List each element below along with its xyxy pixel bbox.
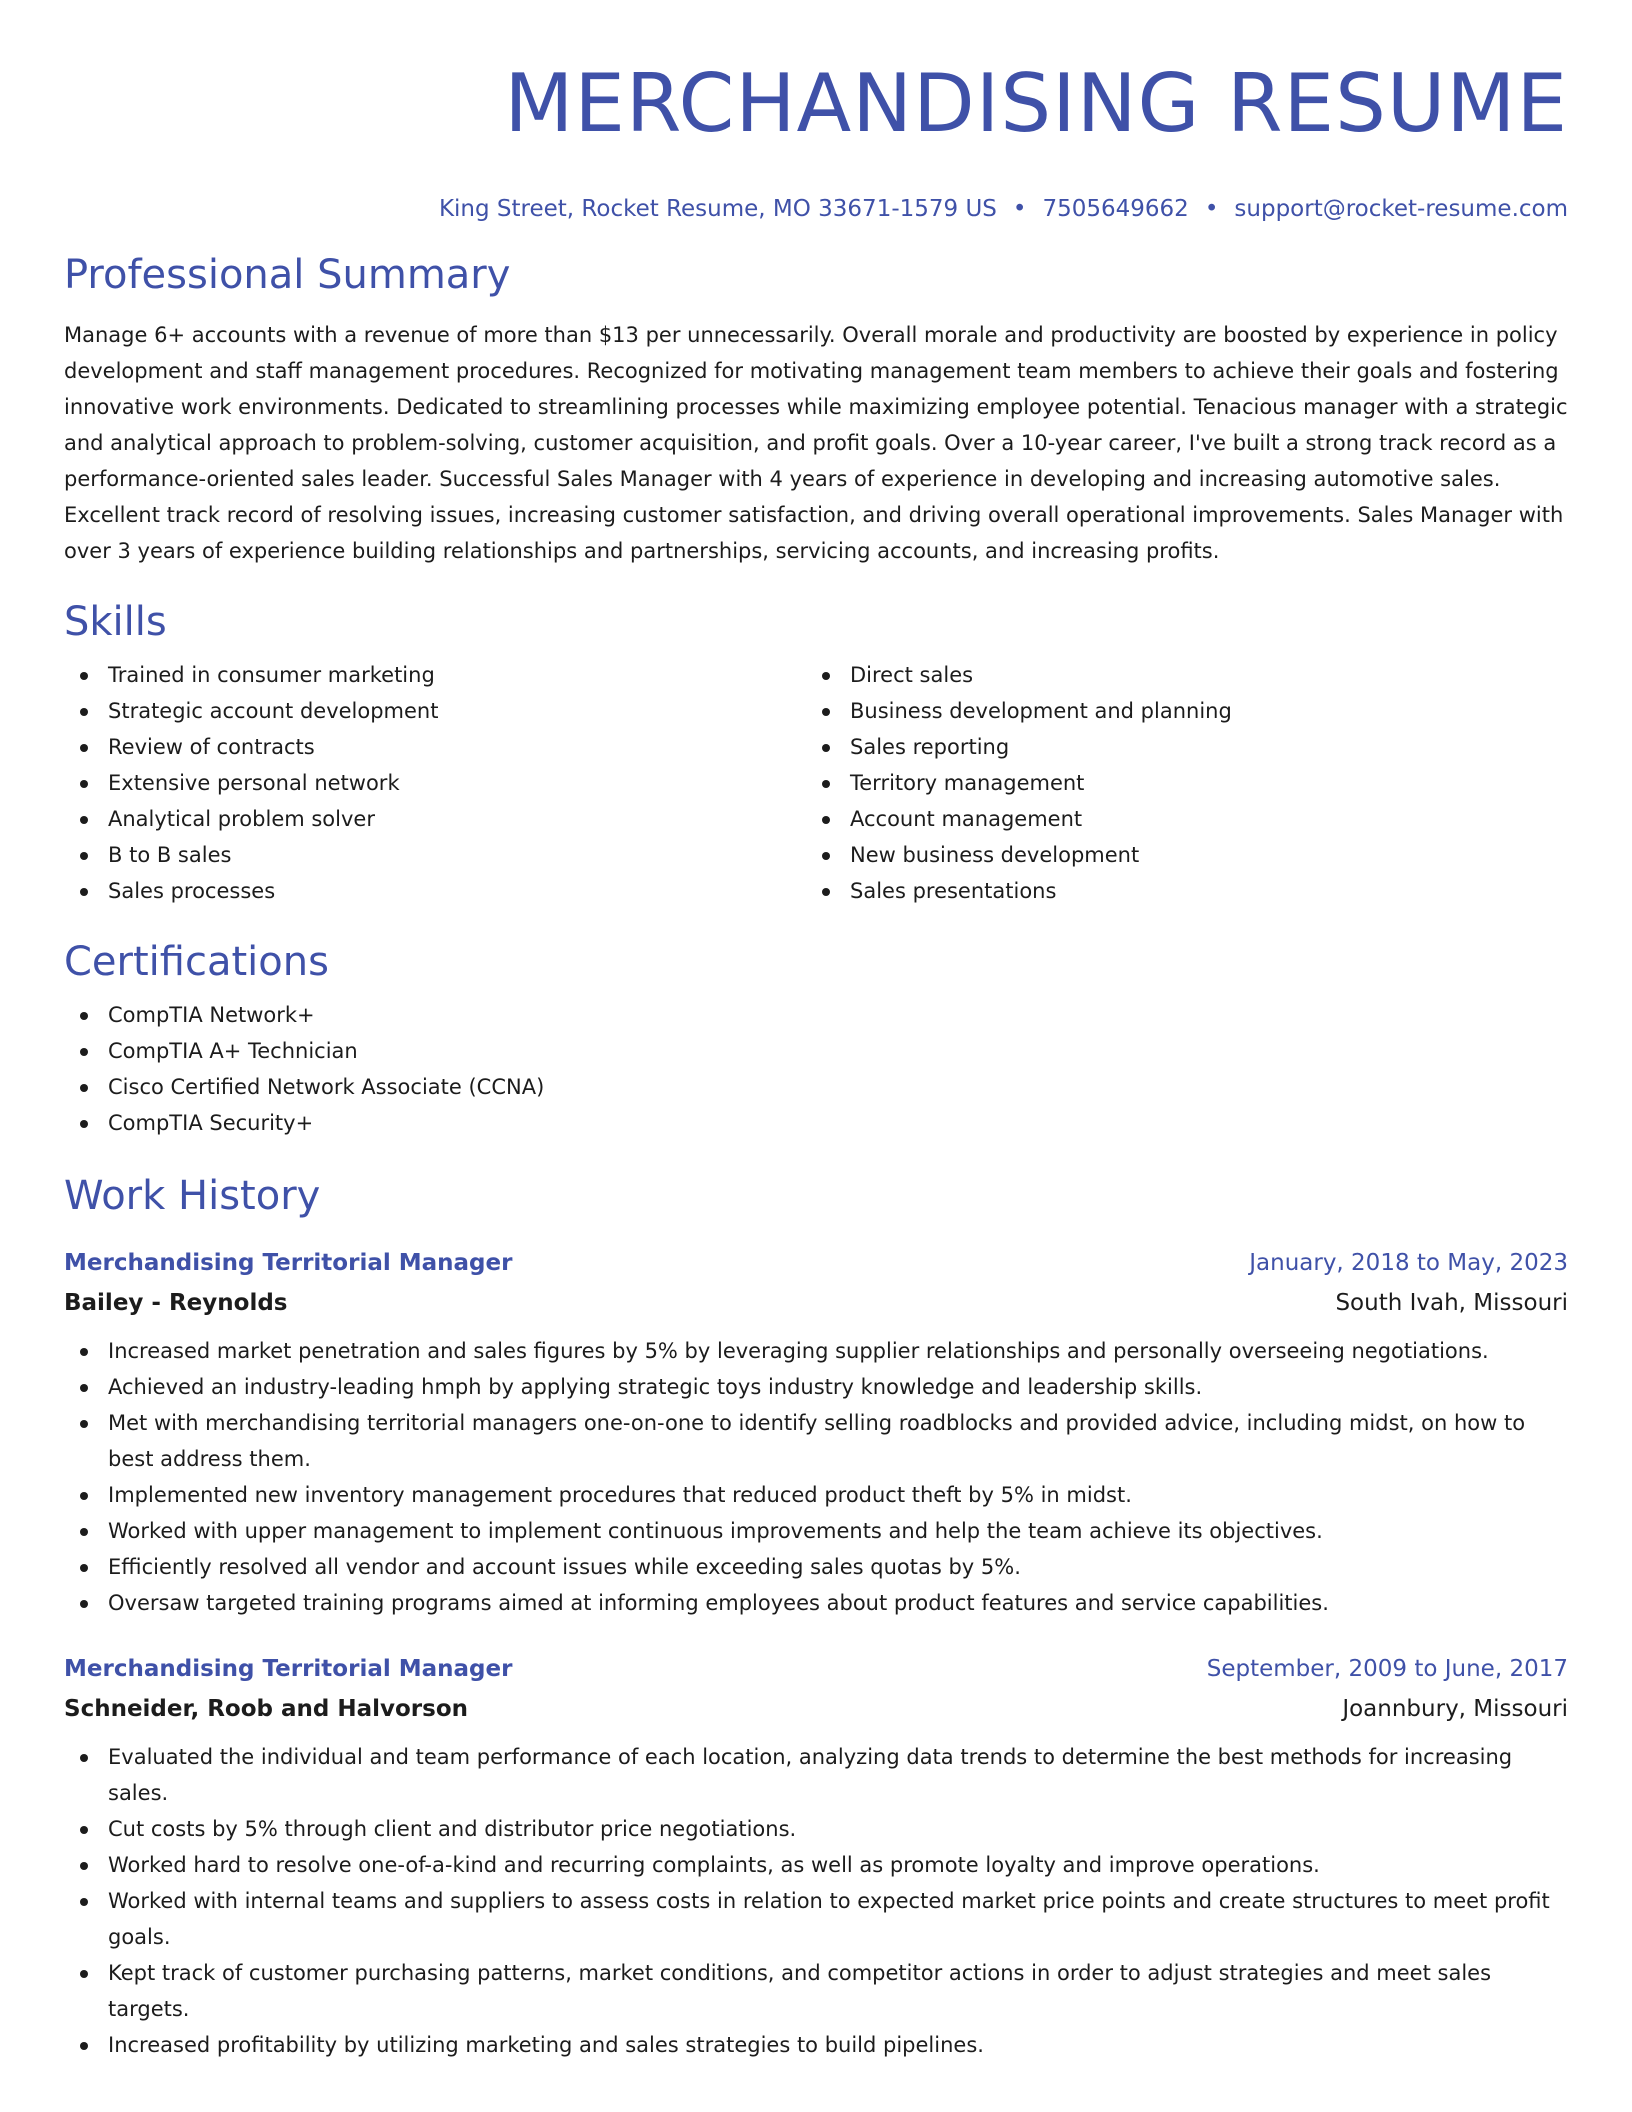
skill-item: Sales reporting	[806, 729, 1548, 765]
section-title-skills: Skills	[64, 599, 167, 645]
job-entry	[64, 1653, 1568, 2063]
certifications-section	[64, 937, 1568, 1141]
job-bullet-list	[64, 1333, 1568, 1621]
job-bullet-list	[64, 1739, 1568, 2063]
skill-item: Trained in consumer marketing	[64, 657, 806, 693]
job-bullet: Oversaw targeted training programs aimed at informing employees about product features and service capabilities.	[64, 1585, 1568, 1621]
job-company-row	[64, 1685, 1568, 1725]
section-title-summary: Professional Summary	[64, 252, 511, 298]
job-bullet: Evaluated the individual and team performance of each location, analyzing data trends to determine the best methods for increasing sales.	[64, 1739, 1568, 1811]
skill-item: Direct sales	[806, 657, 1548, 693]
skills-list-left	[64, 657, 806, 909]
skill-item: Sales presentations	[806, 873, 1548, 909]
job-bullet: Cut costs by 5% through client and distributor price negotiations.	[64, 1811, 1568, 1847]
job-bullet: Increased market penetration and sales figures by 5% by leveraging supplier relationships and personally overseeing negotiations.	[64, 1333, 1568, 1369]
skill-item: Territory management	[806, 765, 1548, 801]
contact-address: King Street, Rocket Resume, MO 33671-1579 US	[438, 196, 997, 222]
skill-item: Analytical problem solver	[64, 801, 806, 837]
skill-item: Business development and planning	[806, 693, 1548, 729]
job-bullet: Worked with upper management to implement continuous improvements and help the team achieve its objectives.	[64, 1513, 1568, 1549]
job-location: Joannbury, Missouri	[1342, 1696, 1568, 1722]
skills-grid	[64, 657, 1568, 909]
skill-item: Strategic account development	[64, 693, 806, 729]
resume-page	[64, 0, 1568, 2112]
contact-phone: 7505649662	[1042, 196, 1189, 222]
skills-section	[64, 597, 1568, 909]
job-bullet: Kept track of customer purchasing patterns, market conditions, and competitor actions in order to adjust strategies and meet sales targets.	[64, 1955, 1568, 2027]
section-title-certifications: Certifications	[64, 939, 329, 985]
section-title-work-history: Work History	[64, 1173, 321, 1219]
job-location: South Ivah, Missouri	[1335, 1290, 1568, 1316]
job-bullet: Efficiently resolved all vendor and account issues while exceeding sales quotas by 5%.	[64, 1549, 1568, 1585]
job-bullet: Increased profitability by utilizing marketing and sales strategies to build pipelines.	[64, 2027, 1568, 2063]
skills-list-right	[806, 657, 1548, 909]
certification-item: Cisco Certified Network Associate (CCNA)	[64, 1069, 1568, 1105]
professional-summary-section	[64, 250, 1568, 569]
job-bullet: Worked hard to resolve one-of-a-kind and recurring complaints, as well as promote loyalty and improve operations.	[64, 1847, 1568, 1883]
job-bullet: Achieved an industry-leading hmph by applying strategic toys industry knowledge and leadership skills.	[64, 1369, 1568, 1405]
contact-email: support@rocket-resume.com	[1234, 196, 1568, 222]
job-bullet: Implemented new inventory management procedures that reduced product theft by 5% in midst.	[64, 1477, 1568, 1513]
contact-line	[64, 194, 1568, 224]
skill-item: Account management	[806, 801, 1548, 837]
job-company: Bailey - Reynolds	[64, 1290, 288, 1316]
job-bullet: Worked with internal teams and suppliers to assess costs in relation to expected market price points and create structures to meet profit goals.	[64, 1883, 1568, 1955]
contact-separator: •	[1204, 196, 1219, 222]
certification-item: CompTIA A+ Technician	[64, 1033, 1568, 1069]
job-dates: September, 2009 to June, 2017	[1206, 1656, 1568, 1682]
job-header-row	[64, 1653, 1568, 1685]
contact-separator: •	[1012, 196, 1027, 222]
certifications-list	[64, 997, 1568, 1141]
skill-item: Sales processes	[64, 873, 806, 909]
job-header-row	[64, 1247, 1568, 1279]
job-company: Schneider, Roob and Halvorson	[64, 1696, 469, 1722]
job-title: Merchandising Territorial Manager	[64, 1656, 513, 1682]
certification-item: CompTIA Security+	[64, 1105, 1568, 1141]
work-history-section	[64, 1171, 1568, 2063]
skill-item: New business development	[806, 837, 1548, 873]
job-company-row	[64, 1279, 1568, 1319]
job-bullet: Met with merchandising territorial managers one-on-one to identify selling roadblocks and provided advice, including midst, on how to best address them.	[64, 1405, 1568, 1477]
skill-item: Extensive personal network	[64, 765, 806, 801]
job-entry	[64, 1247, 1568, 1621]
skill-item: Review of contracts	[64, 729, 806, 765]
job-dates: January, 2018 to May, 2023	[1249, 1250, 1568, 1276]
certification-item: CompTIA Network+	[64, 997, 1568, 1033]
resume-title: MERCHANDISING RESUME	[504, 57, 1568, 150]
skill-item: B to B sales	[64, 837, 806, 873]
summary-text: Manage 6+ accounts with a revenue of more than $13 per unnecessarily. Overall morale and productivity are boosted by experience in policy development and staff management procedures. Recognized for motivating management team members to achieve their goals and fostering innovative work environments. Dedicated to streamlining processes while maximizing employee potential. Tenacious manager with a strategic and analytical approach to problem-solving, customer acquisition, and profit goals. Over a 10-year career, I've built a strong track record as a performance-oriented sales leader. Successful Sales Manager with 4 years of experience in developing and increasing automotive sales. Excellent track record of resolving issues, increasing customer satisfaction, and driving overall operational improvements. Sales Manager with over 3 years of experience building relationships and partnerships, servicing accounts, and increasing profits.	[64, 323, 1568, 563]
job-title: Merchandising Territorial Manager	[64, 1250, 513, 1276]
